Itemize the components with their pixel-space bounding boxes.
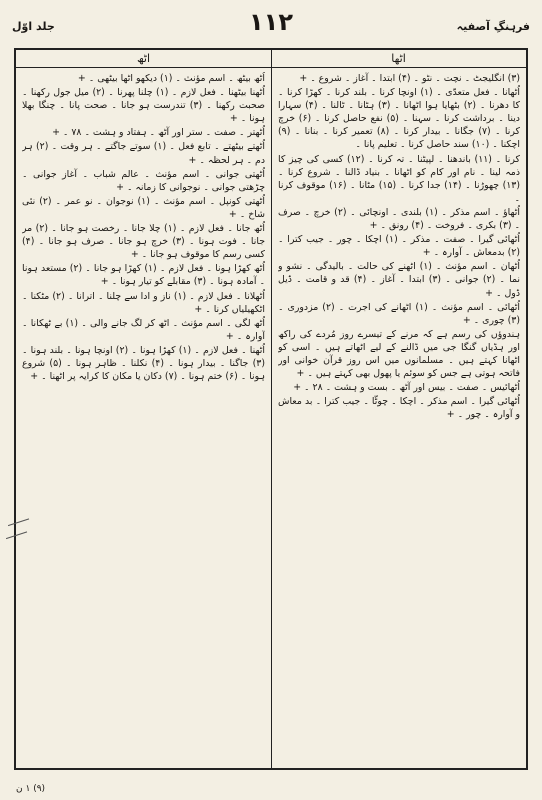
entry: اُٹھانا ۔ فعل متعدّی ۔ (۱) اونچا کرنا ۔ بلند کرنا ۔ کھڑا کرنا ۔ کا دھرنا ۔ (۲) بٹھایا ہوا اٹھانا ۔ (۳) ہٹانا ۔ ٹالنا ۔ (۴) سہارا دینا ۔ برداشت کرنا ۔ سہنا ۔ (۵) نفع حاصل کرنا ۔ (۶) خرچ کرنا ۔ (۷) جگانا ۔ بیدار کرنا ۔ (۸) تعمیر کرنا ۔ بنانا ۔ (۹) اچکنا ۔ (۱۰) سند حاصل کرنا ۔ تعلیم پانا ۔: [278, 87, 520, 151]
right-column-heading: اٹھا: [271, 50, 526, 68]
entry: اُٹھ لگی ۔ اسم مؤنث ۔ اٹھ کر لگ جانے والی ۔ (۱) بے ٹھکانا ۔ آوارہ ۔ +: [22, 317, 265, 342]
footer-signature: (۹) ۱ ن: [16, 784, 46, 794]
entry: ہندوؤں کی رسم ہے کہ مرنے کے تیسرے روز مُردے کی راکھ اور ہڈیاں گنگا جی میں ڈالنے کے لیے اٹھاتے ہیں ۔ اسی کو اٹھانا کہتے ہیں ۔ مسلمانوں میں اس روز قرآن خوانی اور فاتحہ ہوتی ہے جس کو سوئم یا پھول بھی کہتے ہیں ۔ +: [278, 328, 520, 380]
entry: اُٹھائی گیرا ۔ اسم مذکر ۔ اچکا ۔ چوٹّا ۔ جیب کترا ۔ بد معاش و آوارہ ۔ چور ۔ +: [278, 396, 520, 421]
entry: اُٹھتر ۔ صفت ۔ ستر اور آٹھ ۔ ہفتاد و ہشت ۔ ۷۸ ۔ +: [52, 127, 265, 139]
volume-label: جلد اوّل: [12, 20, 55, 33]
entry: اُٹھاؤ ۔ اسم مذکر ۔ (۱) بلندی ۔ اونچائی ۔ (۲) خرچ ۔ صرف ۔ (۳) بکری ۔ فروخت ۔ (۴) رونق ۔ +: [278, 206, 520, 232]
page-number: ۱۱۲: [249, 8, 293, 36]
left-column: [22, 72, 265, 760]
entry: اُٹھتی کونپل ۔ اسم مؤنث ۔ (۱) نوجوان ۔ نو عمر ۔ (۲) نئی شاخ ۔ +: [22, 195, 265, 220]
entry: اُٹھتی جوانی ۔ اسم مؤنث ۔ عالم شباب ۔ آغاز جوانی ۔ چڑھتی جوانی ۔ نوجوانی کا زمانہ ۔ +: [22, 168, 265, 193]
entry: اُٹھلانا ۔ فعل لازم ۔ (۱) ناز و ادا سے چلنا ۔ اترانا ۔ (۲) مٹکنا ۔ اٹکھیلیاں کرنا ۔ +: [22, 290, 265, 315]
entry: اُٹھ جانا ۔ فعل لازم ۔ (۱) چلا جانا ۔ رخصت ہو جانا ۔ (۲) مر جانا ۔ فوت ہونا ۔ (۳) خرچ ہو جانا ۔ صرف ہو جانا ۔ (۴) کسی رسم کا موقوف ہو جانا ۔ +: [22, 223, 265, 261]
entry: اُٹھائی گیرا ۔ صفت ۔ مذکر ۔ (۱) اچکا ۔ چور ۔ جیب کترا ۔ (۲) بدمعاش ۔ آوارہ ۔ +: [278, 234, 520, 259]
right-column: [278, 72, 520, 760]
entry: اُٹھ بیٹھ ۔ اسم مؤنث ۔ (۱) دیکھو اٹھا بیٹھی ۔ +: [77, 73, 265, 84]
left-column-heading: اٹھ: [16, 50, 271, 68]
entry: اُٹھتے بیٹھتے ۔ تابع فعل ۔ (۱) سوتے جاگتے ۔ ہر وقت ۔ (۲) ہر دم ۔ ہر لحظہ ۔ +: [22, 141, 265, 166]
entry: اُٹھائی ۔ اسم مؤنث ۔ (۱) اٹھانے کی اجرت ۔ (۲) مزدوری ۔ (۳) چوری ۔ +: [278, 301, 520, 326]
book-title: فرہنگِ آصفیہ: [456, 20, 530, 33]
page-header: [8, 6, 534, 46]
column-divider: [271, 50, 272, 768]
entry: اُٹھ کھڑا ہونا ۔ فعل لازم ۔ (۱) کھڑا ہو جانا ۔ (۲) مستعد ہونا ۔ آمادہ ہونا ۔ (۳) مقابلے کو تیار ہونا ۔ +: [22, 263, 265, 288]
entry: اُٹھائیس ۔ صفت ۔ بیس اور آٹھ ۔ بست و ہشت ۔ ۲۸ ۔ +: [293, 382, 520, 394]
entry: اُٹھان ۔ اسم مؤنث ۔ (۱) اٹھنے کی حالت ۔ بالیدگی ۔ نشو و نما ۔ (۲) جوانی ۔ (۳) ابتدا ۔ آغاز ۔ (۴) قد و قامت ۔ ڈیل ڈول ۔ +: [278, 261, 520, 299]
entry: کرنا ۔ (۱۱) باندھنا ۔ لپیٹنا ۔ تہ کرنا ۔ (۱۲) کسی کی چیز کا ذمہ لینا ۔ نام اور کام کو اٹھانا ۔ بنیاد ڈالنا ۔ شروع کرنا ۔ (۱۳) چھوڑنا ۔ (۱۴) جدا کرنا ۔ (۱۵) مٹانا ۔ (۱۶) موقوف کرنا ۔: [278, 153, 520, 204]
entry: (۳) انگلیجٹ ۔ نچت ۔ نٹو ۔ (۴) ابتدا ۔ آغاز ۔ شروع ۔ +: [299, 73, 520, 84]
entry: اُٹھنا بیٹھنا ۔ فعل لازم ۔ (۱) چلنا پھرنا ۔ (۲) میل جول رکھنا ۔ صحبت رکھنا ۔ (۳) تندرست ہو جانا ۔ صحت پانا ۔ چنگا بھلا ہونا ۔ +: [22, 87, 265, 125]
text-frame: [14, 48, 528, 770]
entry: اُٹھنا ۔ فعل لازم ۔ (۱) کھڑا ہونا ۔ (۲) اونچا ہونا ۔ بلند ہونا ۔ (۳) جاگنا ۔ بیدار ہونا ۔ (۴) نکلنا ۔ ظاہر ہونا ۔ (۵) شروع ہونا ۔ (۶) ختم ہونا ۔ (۷) دکان یا مکان کا کرایہ پر اٹھنا ۔ +: [22, 344, 265, 383]
